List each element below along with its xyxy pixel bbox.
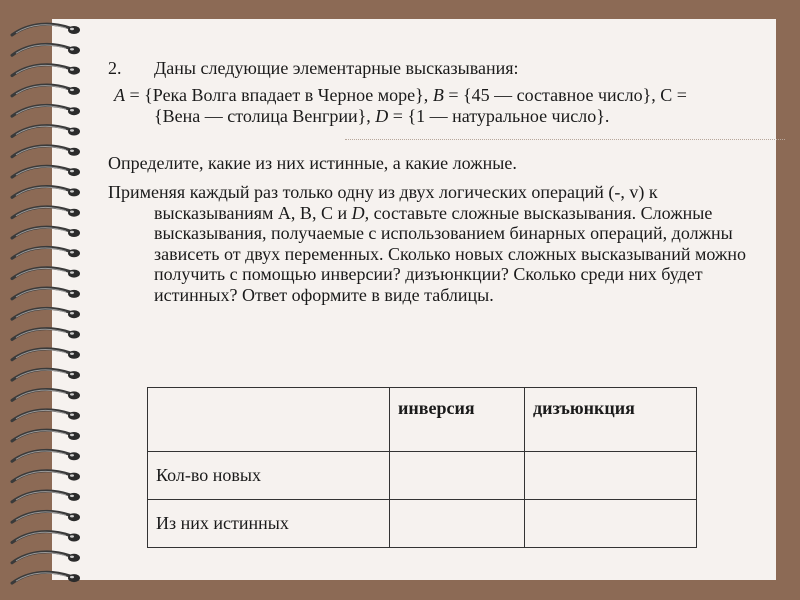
spiral-coil (12, 105, 80, 116)
spiral-coil (12, 572, 80, 583)
task2-text-post: составьте сложные высказывания. Сложные высказывания, получаемые с использованием бинарных операций, должны зависеть от двух переменных. Сколько новых сложных высказываний можно получить с помощью инверсии? дизъюнкции? Сколько среди них будет истинных? Ответ оформите в виде таблицы. (154, 202, 746, 305)
var-b: B (432, 85, 444, 105)
var-a: A (114, 85, 125, 105)
spiral-coil (12, 288, 80, 299)
table-row (148, 452, 697, 500)
row-label-true-count: Из них истинных (148, 500, 390, 548)
statement-b-c: = {45 — составное число}, С = {Вена — столица Венгрии}, (154, 85, 687, 126)
spiral-coil (12, 471, 80, 482)
spiral-coil (12, 166, 80, 177)
spiral-coil (12, 247, 80, 258)
spiral-coil (12, 308, 80, 319)
spiral-coil (12, 552, 80, 563)
task-operations (108, 182, 768, 305)
question-number: 2. (108, 58, 122, 78)
answer-table (147, 387, 697, 548)
spiral-coil (12, 24, 80, 35)
spiral-coil (12, 349, 80, 360)
spiral-coil (12, 187, 80, 198)
spiral-coil (12, 450, 80, 461)
question-heading: Даны следующие элементарные высказывания: (154, 58, 519, 78)
answer-cell[interactable] (525, 452, 697, 500)
spiral-coil (12, 369, 80, 380)
spiral-coil (12, 207, 80, 218)
spiral-coil (12, 126, 80, 137)
spiral-binding (0, 0, 100, 600)
header-cell-inversion: инверсия (390, 388, 525, 452)
spiral-coil (12, 491, 80, 502)
spiral-coil (12, 44, 80, 55)
answer-cell[interactable] (390, 500, 525, 548)
answer-cell[interactable] (390, 452, 525, 500)
answer-cell[interactable] (525, 500, 697, 548)
header-cell-disjunction: дизъюнкция (525, 388, 697, 452)
header-cell-empty (148, 388, 390, 452)
spiral-coil (12, 390, 80, 401)
spiral-coil (12, 146, 80, 157)
task2-text-pre: Применяя каждый раз только одну из двух логических операций (-, v) к высказываниям А, В, С и (108, 182, 658, 223)
spiral-coil (12, 268, 80, 279)
spiral-coil (12, 532, 80, 543)
spiral-coil (12, 410, 80, 421)
table-row (148, 500, 697, 548)
statement-d: = {1 — натуральное число}. (388, 105, 610, 126)
spiral-coil (12, 329, 80, 340)
spiral-coil (12, 65, 80, 76)
row-label-new-count: Кол-во новых (148, 452, 390, 500)
statement-definitions (108, 85, 708, 126)
task2-var-d: D, (351, 202, 370, 223)
spiral-coil (12, 511, 80, 522)
dotted-divider (345, 139, 785, 140)
var-d: D (375, 105, 389, 126)
table-header-row (148, 388, 697, 452)
statement-a: = {Река Волга впадает в Черное море}, (125, 85, 433, 105)
spiral-coil (12, 430, 80, 441)
spiral-coil (12, 227, 80, 238)
spiral-coil (12, 85, 80, 96)
task-truth: Определите, какие из них истинные, а какие ложные. (108, 153, 517, 173)
